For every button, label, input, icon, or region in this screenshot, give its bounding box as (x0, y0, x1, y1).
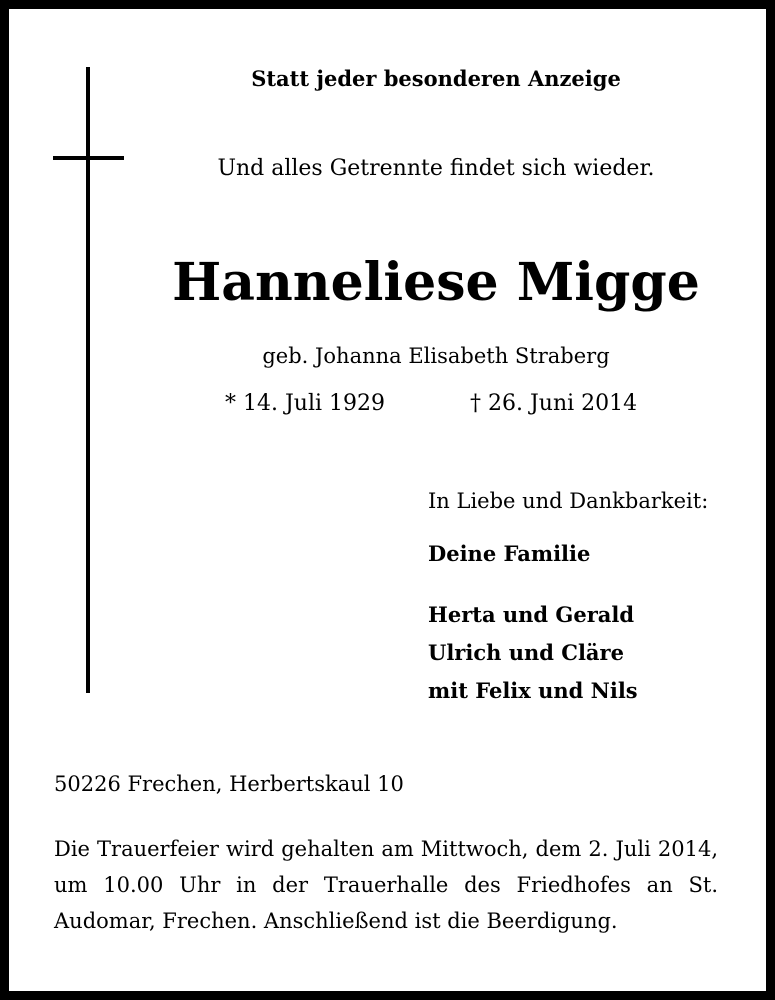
mourner-line: mit Felix und Nils (428, 678, 638, 703)
mourners-list (428, 596, 638, 710)
family-heading: Deine Familie (428, 541, 591, 566)
birth-date: * 14. Juli 1929 (225, 391, 386, 416)
notice-header: Statt jeder besonderen Anzeige (251, 66, 621, 91)
deceased-name: Hanneliese Migge (172, 252, 700, 313)
mourner-line: Herta und Gerald (428, 602, 635, 627)
address: 50226 Frechen, Herbertskaul 10 (54, 772, 404, 796)
thanks-line: In Liebe und Dankbarkeit: (428, 489, 709, 513)
ceremony-text: Die Trauerfeier wird gehalten am Mittwoch, dem 2. Juli 2014, um 10.00 Uhr in der Trauerhalle des Friedhofes an St. Audomar, Frechen. Anschließend ist die Beerdigung. (54, 837, 718, 933)
mourner-line: Ulrich und Cläre (428, 640, 624, 665)
motto: Und alles Getrennte findet sich wieder. (217, 156, 655, 181)
birth-name: geb. Johanna Elisabeth Straberg (262, 344, 610, 368)
death-date: † 26. Juni 2014 (470, 391, 638, 416)
